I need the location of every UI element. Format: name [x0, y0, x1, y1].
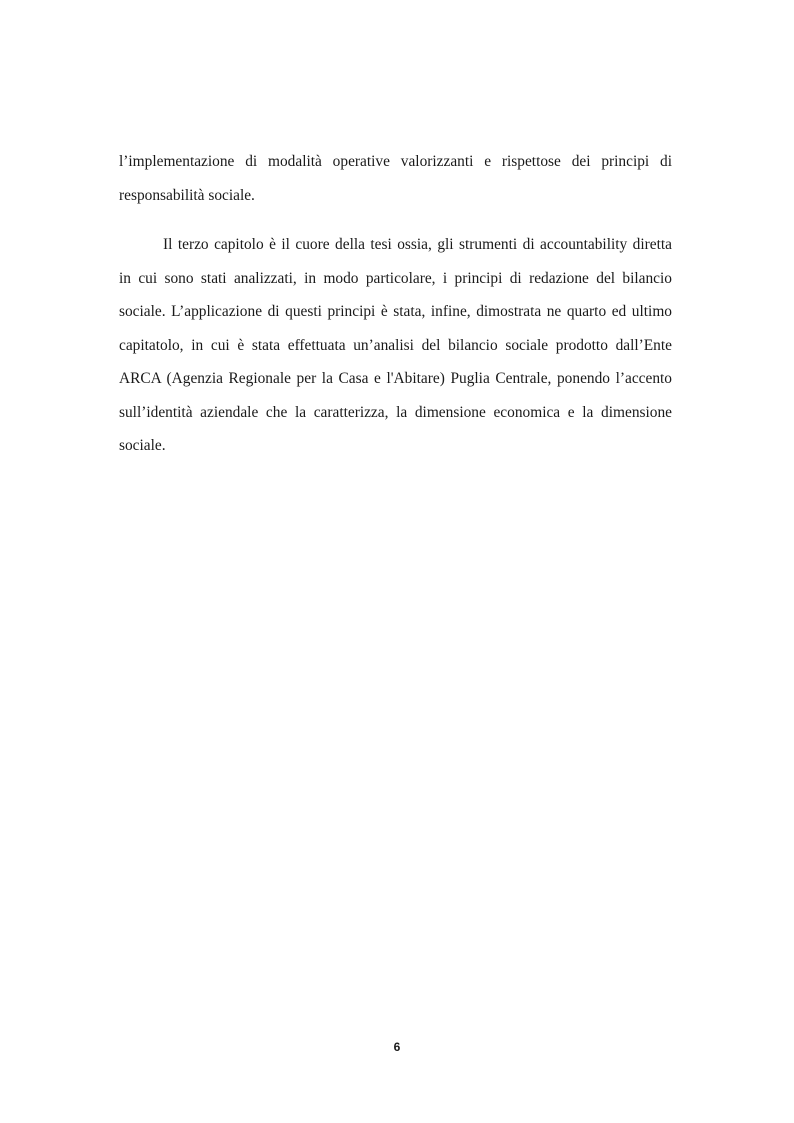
paragraph-2-line-6: sull’identità aziendale che la caratterizza, la dimensione economica e la dimensione [119, 404, 672, 421]
paragraph-2-line-7: sociale. [119, 437, 166, 454]
paragraph-1-line-2: responsabilità sociale. [119, 187, 255, 204]
page-number: 6 [393, 1040, 401, 1054]
paragraph-1-line-1: l’implementazione di modalità operative valorizzanti e rispettose dei principi di [119, 153, 672, 170]
paragraph-2-line-3: sociale. L’applicazione di questi principi è stata, infine, dimostrata ne quarto ed ultimo [119, 303, 672, 320]
paragraph-2-line-2: in cui sono stati analizzati, in modo particolare, i principi di redazione del bilancio [119, 270, 672, 287]
paragraph-2-line-5: ARCA (Agenzia Regionale per la Casa e l'Abitare) Puglia Centrale, ponendo l’accento [119, 370, 672, 387]
paragraph-2-line-4: capitatolo, in cui è stata effettuata un’analisi del bilancio sociale prodotto dall’Ente [119, 337, 672, 354]
paragraph-2-line-1: Il terzo capitolo è il cuore della tesi ossia, gli strumenti di accountability diretta [163, 236, 672, 253]
